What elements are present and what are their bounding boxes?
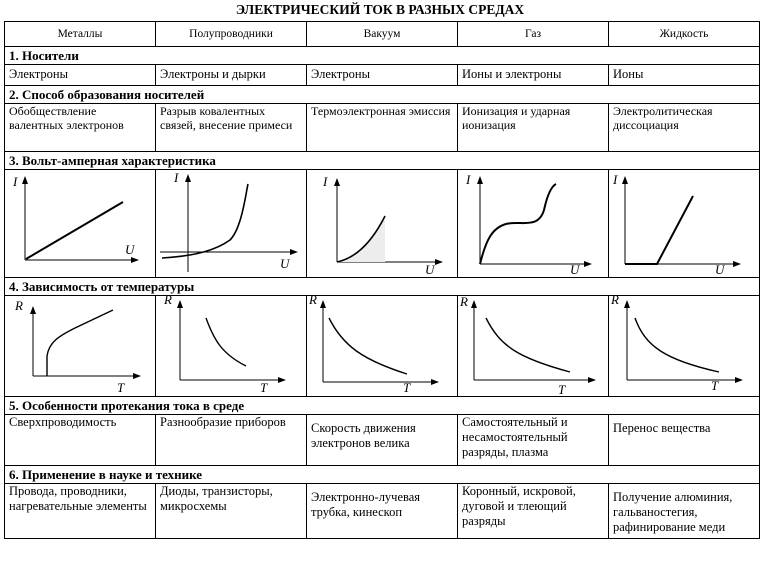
axis-label-i: I <box>613 172 618 187</box>
table-cell: Электроны <box>5 65 156 86</box>
curve <box>635 318 719 372</box>
axis-arrow <box>622 176 628 184</box>
section-formation: 2. Способ образования носителей <box>5 86 760 104</box>
axis-arrow <box>588 377 596 383</box>
axis-label-r: R <box>611 295 619 307</box>
table-cell: Разнообразие приборов <box>156 415 307 466</box>
table-cell: Электролитическая диссоциация <box>609 104 760 152</box>
axis-label-i: I <box>13 174 18 189</box>
axis-label-u: U <box>715 262 725 277</box>
axis-label-i: I <box>323 174 328 189</box>
axis-label-t: T <box>260 380 268 395</box>
table-cell: Самостоятельный и несамостоятельный разряды, плазма <box>458 415 609 466</box>
axis-arrow <box>334 178 340 186</box>
axis-arrow <box>290 249 298 255</box>
vac-graph-liquid <box>609 170 759 276</box>
curve <box>206 318 246 366</box>
graph-cell <box>458 170 609 278</box>
table-cell: Перенос вещества <box>609 415 760 466</box>
axis-label-r: R <box>15 298 23 313</box>
graph-cell <box>609 296 760 397</box>
table-cell: Разрыв ковалентных связей, внесение примеси <box>156 104 307 152</box>
axis-arrow <box>185 174 191 182</box>
axis-arrow <box>435 259 443 265</box>
table-cell: Сверхпроводимость <box>5 415 156 466</box>
temp-graphs-row <box>5 296 760 397</box>
table-cell: Получение алюминия, гальваностегия, рафинирование меди <box>609 484 760 539</box>
curve <box>486 318 570 372</box>
axis-arrow <box>477 176 483 184</box>
graph-cell <box>307 170 458 278</box>
axis-label-r: R <box>309 295 317 307</box>
vac-graph-vacuum <box>307 170 457 276</box>
axis-label-u: U <box>280 256 290 271</box>
graph-cell <box>458 296 609 397</box>
graph-cell <box>5 296 156 397</box>
axis-arrow <box>133 373 141 379</box>
axis-arrow <box>177 300 183 308</box>
vac-graph-gas <box>458 170 608 276</box>
axis-label-t: T <box>403 380 411 395</box>
axis-label-t: T <box>711 378 719 393</box>
section-application: 6. Применение в науке и технике <box>5 466 760 484</box>
table-cell: Обобществление валентных электронов <box>5 104 156 152</box>
temp-graph-liquid <box>609 296 759 396</box>
axis-arrow <box>624 300 630 308</box>
graph-cell <box>307 296 458 397</box>
column-header: Металлы <box>5 22 156 47</box>
column-header: Газ <box>458 22 609 47</box>
table-cell: Коронный, искровой, дуговой и тлеющий разряды <box>458 484 609 539</box>
graph-cell <box>609 170 760 278</box>
graph-cell <box>156 296 307 397</box>
axis-arrow <box>320 300 326 308</box>
table-cell: Электронно-лучевая трубка, кинескоп <box>307 484 458 539</box>
section-vac: 3. Вольт-амперная характеристика <box>5 152 760 170</box>
section-carriers: 1. Носители <box>5 47 760 65</box>
table-cell: Скорость движения электронов велика <box>307 415 458 466</box>
axis-label-t: T <box>558 382 566 397</box>
vac-graph-semiconductors <box>156 170 306 276</box>
comparison-table <box>4 21 760 539</box>
page-title: ЭЛЕКТРИЧЕСКИЙ ТОК В РАЗНЫХ СРЕДАХ <box>235 2 525 17</box>
axis-arrow <box>30 306 36 314</box>
graph-cell <box>156 170 307 278</box>
axis-arrow <box>733 261 741 267</box>
axis-label-u: U <box>570 262 580 277</box>
vac-graph-metals <box>5 170 155 276</box>
formation-row <box>5 104 760 152</box>
table-cell: Электроны <box>307 65 458 86</box>
column-header: Жидкость <box>609 22 760 47</box>
header-row <box>5 22 760 47</box>
axis-label-r: R <box>460 295 468 309</box>
graph-cell <box>5 170 156 278</box>
axis-label-i: I <box>174 170 179 185</box>
section-features: 5. Особенности протекания тока в среде <box>5 397 760 415</box>
vac-graphs-row <box>5 170 760 278</box>
axis-label-u: U <box>425 262 435 277</box>
table-cell: Электроны и дырки <box>156 65 307 86</box>
axis-arrow <box>471 300 477 308</box>
axis-arrow <box>431 379 439 385</box>
application-row <box>5 484 760 539</box>
column-header: Полупроводники <box>156 22 307 47</box>
axis-arrow <box>22 176 28 184</box>
temp-graph-metals <box>5 296 155 396</box>
table-cell: Диоды, транзисторы, микросхемы <box>156 484 307 539</box>
table-cell: Ионы <box>609 65 760 86</box>
carriers-row <box>5 65 760 86</box>
temp-graph-vacuum <box>307 296 457 396</box>
shaded-area <box>337 216 385 262</box>
axis-arrow <box>131 257 139 263</box>
axis-label-r: R <box>164 295 172 307</box>
temp-graph-gas <box>458 296 608 396</box>
curve <box>625 196 693 264</box>
column-header: Вакуум <box>307 22 458 47</box>
curve <box>162 184 248 258</box>
section-temp: 4. Зависимость от температуры <box>5 278 760 296</box>
table-cell: Термоэлектронная эмиссия <box>307 104 458 152</box>
curve <box>329 318 407 374</box>
axis-arrow <box>735 377 743 383</box>
curve <box>26 202 123 259</box>
axis-label-i: I <box>466 172 471 187</box>
temp-graph-semiconductors <box>156 296 306 396</box>
table-cell: Ионизация и ударная ионизация <box>458 104 609 152</box>
curve <box>480 184 556 264</box>
table-cell: Ионы и электроны <box>458 65 609 86</box>
axis-label-u: U <box>125 242 135 257</box>
axis-arrow <box>278 377 286 383</box>
features-row <box>5 415 760 466</box>
axis-label-t: T <box>117 380 125 395</box>
curve <box>47 310 113 376</box>
table-cell: Провода, проводники, нагревательные элементы <box>5 484 156 539</box>
axis-arrow <box>584 261 592 267</box>
